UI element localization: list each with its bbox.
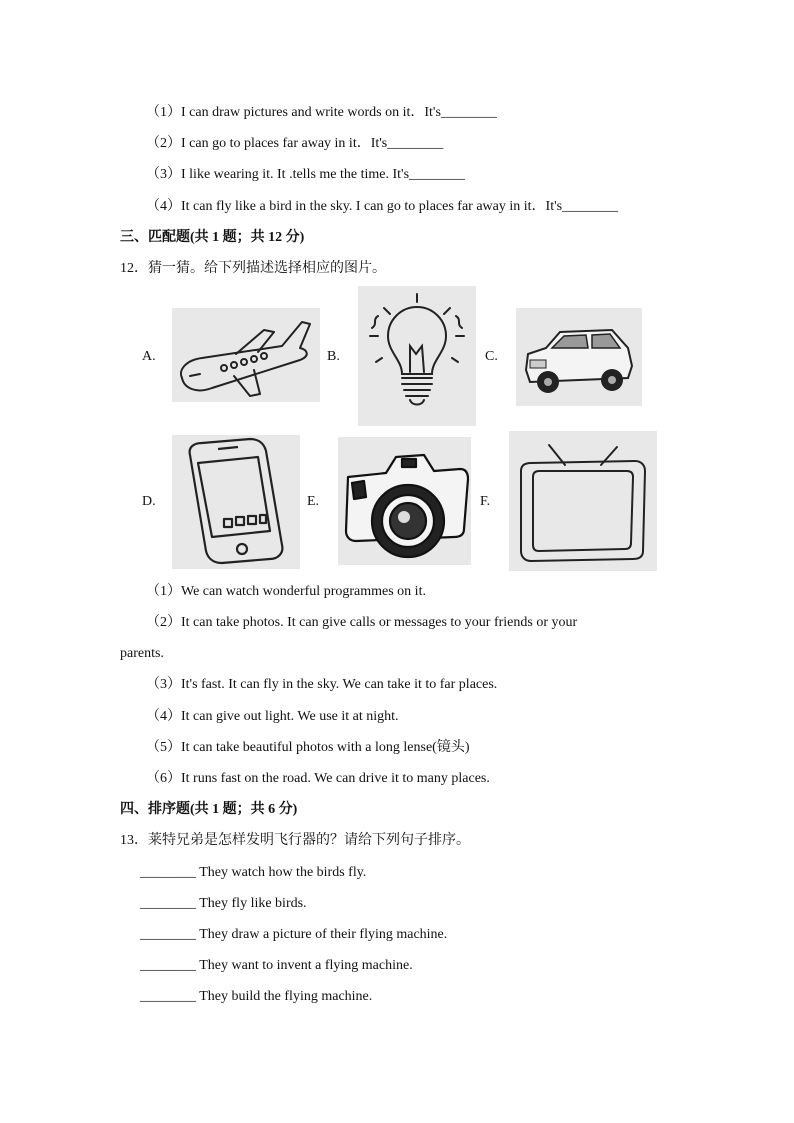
q12-stem: 12．猜一猜。给下列描述选择相应的图片。 xyxy=(120,261,386,276)
item-number: （3） xyxy=(146,167,181,182)
item-text: It can take beautiful photos with a long lense(镜头) xyxy=(181,740,470,755)
lightbulb-icon xyxy=(358,286,476,426)
answer-blank[interactable]: ________ xyxy=(140,896,196,911)
item-text: I can draw pictures and write words on it．It's________ xyxy=(181,105,497,120)
picture-label-b: B. xyxy=(327,349,340,364)
item-number: （2） xyxy=(146,615,181,630)
section-3-title: 三、匹配题(共 1 题；共 12 分) xyxy=(120,230,305,245)
q12-item-2-continued xyxy=(120,645,164,663)
item-text: I like wearing it. It .tells me the time. It's________ xyxy=(181,167,466,182)
section-4-title: 四、排序题(共 1 题；共 6 分) xyxy=(120,802,298,817)
item-number: （6） xyxy=(146,771,181,786)
item-text: It runs fast on the road. We can drive it to many places. xyxy=(181,771,490,786)
phone-icon xyxy=(172,435,300,569)
q11-item-1 xyxy=(146,104,497,122)
q11-item-4 xyxy=(146,198,618,216)
q13-item-2 xyxy=(140,895,307,913)
picture-label-e: E. xyxy=(307,494,320,509)
q13-item-5 xyxy=(140,988,372,1006)
q13-item-1 xyxy=(140,864,366,882)
answer-blank[interactable]: ________ xyxy=(140,865,196,880)
picture-label-c: C. xyxy=(485,349,498,364)
q13-stem: 13．莱特兄弟是怎样发明飞行器的？请给下列句子排序。 xyxy=(120,833,470,848)
q12-item-1 xyxy=(146,583,426,601)
item-text: I can go to places far away in it．It's________ xyxy=(181,136,444,151)
q12-item-6 xyxy=(146,770,490,788)
item-text: They fly like birds. xyxy=(199,896,307,911)
q11-item-2 xyxy=(146,135,443,153)
q13-item-3 xyxy=(140,926,447,944)
camera-icon xyxy=(338,437,471,565)
item-number: （5） xyxy=(146,740,181,755)
item-number: （3） xyxy=(146,677,181,692)
picture-label-f: F. xyxy=(480,494,491,509)
item-number: （2） xyxy=(146,136,181,151)
tv-icon xyxy=(509,431,657,571)
q12-item-2 xyxy=(146,614,577,632)
item-number: （4） xyxy=(146,709,181,724)
car-icon xyxy=(516,308,642,406)
picture-label-d: D. xyxy=(142,494,156,509)
item-text: They build the flying machine. xyxy=(199,989,373,1004)
q12-item-3 xyxy=(146,676,497,694)
q12-item-5 xyxy=(146,739,469,757)
item-text: It's fast. It can fly in the sky. We can take it to far places. xyxy=(181,677,498,692)
item-text: It can fly like a bird in the sky. I can go to places far away in it．It's________ xyxy=(181,199,619,214)
q13-item-4 xyxy=(140,957,413,975)
item-text: parents. xyxy=(120,646,164,661)
item-number: （1） xyxy=(146,584,181,599)
answer-blank[interactable]: ________ xyxy=(140,958,196,973)
picture-label-a: A. xyxy=(142,349,156,364)
answer-blank[interactable]: ________ xyxy=(140,989,196,1004)
item-text: It can give out light. We use it at night. xyxy=(181,709,399,724)
q11-item-3 xyxy=(146,166,465,184)
item-number: （1） xyxy=(146,105,181,120)
item-text: It can take photos. It can give calls or messages to your friends or your xyxy=(181,615,578,630)
answer-blank[interactable]: ________ xyxy=(140,927,196,942)
airplane-icon xyxy=(172,308,320,402)
item-text: We can watch wonderful programmes on it. xyxy=(181,584,426,599)
item-text: They watch how the birds fly. xyxy=(199,865,367,880)
item-number: （4） xyxy=(146,199,181,214)
item-text: They draw a picture of their flying machine. xyxy=(199,927,448,942)
q12-item-4 xyxy=(146,708,399,726)
item-text: They want to invent a flying machine. xyxy=(199,958,413,973)
